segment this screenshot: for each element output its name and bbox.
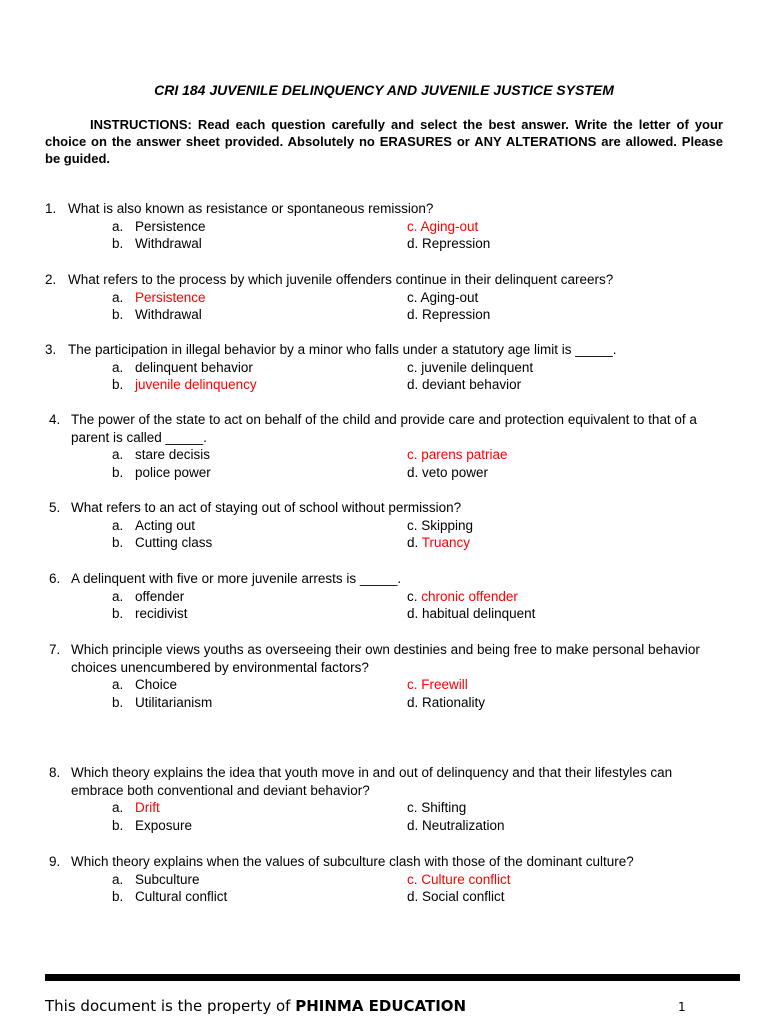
option-b [112, 464, 211, 482]
option-b [112, 817, 192, 835]
question-text: The power of the state to act on behalf of the child and provide care and protection equivalent to that of a parent is called _____. [71, 412, 697, 445]
option-text: d. Neutralization [407, 817, 505, 833]
question-stem [45, 341, 725, 359]
option-a [112, 289, 206, 307]
option-a [112, 218, 206, 236]
question-number: 8. [49, 765, 61, 780]
question-stem [45, 200, 725, 218]
option-letter: b. [112, 236, 124, 251]
option-text: d. deviant behavior [407, 377, 522, 392]
question-stem [45, 570, 725, 588]
answer-options [45, 517, 725, 552]
question-5 [45, 499, 725, 552]
question-3 [45, 341, 725, 394]
answer-options [45, 799, 725, 834]
question-text: The participation in illegal behavior by a minor who falls under a statutory age limit is _____. [68, 342, 617, 357]
option-a [112, 799, 160, 817]
option-c [407, 218, 478, 236]
option-text: Exposure [135, 817, 193, 833]
option-letter: b. [112, 606, 124, 621]
question-number: 4. [49, 412, 61, 427]
question-stem [45, 271, 725, 289]
option-c [407, 359, 533, 377]
option-letter: a. [112, 800, 124, 815]
option-text: d. veto power [407, 464, 489, 480]
option-letter: a. [112, 359, 124, 375]
option-letter: b. [112, 377, 124, 392]
option-letter: a. [112, 871, 124, 887]
question-4 [45, 411, 725, 481]
option-text: d. habitual delinquent [407, 606, 536, 621]
option-text: c. Skipping [407, 517, 474, 533]
option-text: Choice [135, 677, 178, 692]
answer-options [45, 289, 725, 324]
option-d [407, 817, 505, 835]
question-number: 2. [45, 272, 57, 287]
option-d [407, 464, 488, 482]
option-d [407, 888, 505, 906]
option-letter: b. [112, 817, 124, 833]
answer-options [45, 446, 725, 481]
option-text: police power [135, 464, 211, 480]
option-text: Acting out [135, 517, 196, 533]
option-a [112, 446, 210, 464]
option-d [407, 534, 470, 552]
question-7 [45, 641, 725, 711]
option-text: recidivist [135, 606, 188, 621]
answer-options [45, 588, 725, 623]
option-b [112, 376, 257, 394]
option-d [407, 235, 490, 253]
option-c [407, 799, 466, 817]
question-text: What refers to the process by which juvenile offenders continue in their delinquent careers? [68, 272, 614, 287]
option-text: stare decisis [135, 447, 211, 462]
option-d [407, 306, 490, 324]
option-letter: c. [407, 588, 418, 604]
option-text: Cultural conflict [135, 889, 228, 904]
option-text: c. parens patriae [407, 447, 508, 462]
answer-options [45, 871, 725, 906]
option-a [112, 359, 253, 377]
question-text: What refers to an act of staying out of school without permission? [71, 500, 462, 515]
option-text: d. Repression [407, 307, 491, 322]
option-b [112, 694, 212, 712]
question-number: 5. [49, 500, 61, 515]
option-letter: b. [112, 889, 124, 904]
question-text: A delinquent with five or more juvenile arrests is _____. [71, 571, 402, 586]
answer-options [45, 676, 725, 711]
question-number: 9. [49, 854, 61, 869]
option-b [112, 235, 202, 253]
option-text: Truancy [421, 535, 471, 550]
question-1 [45, 200, 725, 253]
option-text: c. Aging-out [407, 289, 479, 305]
question-number: 3. [45, 342, 57, 357]
option-letter: b. [112, 694, 124, 710]
option-text: Withdrawal [135, 236, 202, 251]
option-letter: a. [112, 289, 124, 305]
instructions: INSTRUCTIONS: Read each question carefully and select the best answer. Write the letter of your choice on the answer sheet provided. Absolutely no ERASURES or ANY ALTERATIONS are allowed. Please be guided. [45, 117, 723, 166]
footer-prefix: This document is the property of [45, 997, 296, 1015]
option-text: Persistence [135, 218, 206, 234]
question-2 [45, 271, 725, 324]
question-number: 6. [49, 571, 61, 586]
option-letter: a. [112, 677, 124, 692]
option-a [112, 517, 195, 535]
option-text: c. Freewill [407, 677, 468, 692]
option-text: Drift [135, 800, 160, 815]
option-text: juvenile delinquency [135, 377, 257, 392]
question-number: 1. [45, 201, 57, 216]
document-title: CRI 184 JUVENILE DELINQUENCY AND JUVENILE JUSTICE SYSTEM [154, 82, 614, 98]
option-text: Withdrawal [135, 307, 202, 322]
option-text: chronic offender [421, 588, 518, 604]
answer-options [45, 218, 725, 253]
question-9 [45, 853, 725, 906]
option-a [112, 588, 184, 606]
option-text: c. Shifting [407, 800, 467, 815]
option-text: c. Culture conflict [407, 871, 511, 887]
question-6 [45, 570, 725, 623]
question-stem [45, 411, 725, 446]
option-text: d. Social conflict [407, 889, 505, 904]
option-d [407, 376, 521, 394]
option-letter: d. [407, 535, 419, 550]
option-text: d. Rationality [407, 694, 486, 710]
option-d [407, 605, 535, 623]
question-stem [45, 853, 725, 871]
option-a [112, 871, 200, 889]
question-text: What is also known as resistance or spontaneous remission? [68, 201, 434, 216]
answer-options [45, 359, 725, 394]
question-8 [45, 764, 725, 834]
question-stem [45, 641, 725, 676]
option-text: offender [135, 588, 185, 604]
option-letter: b. [112, 464, 124, 480]
option-letter: b. [112, 307, 124, 322]
footer-rule [45, 974, 740, 981]
option-c [407, 517, 473, 535]
option-b [112, 605, 188, 623]
option-c [407, 676, 468, 694]
option-letter: a. [112, 447, 124, 462]
option-text: c. juvenile delinquent [407, 359, 534, 375]
question-stem [45, 764, 725, 799]
option-text: Utilitarianism [135, 694, 213, 710]
footer-text [45, 997, 466, 1015]
option-text: delinquent behavior [135, 359, 253, 375]
option-b [112, 888, 227, 906]
question-text: Which theory explains when the values of subculture clash with those of the dominant culture? [71, 854, 634, 869]
question-text: Which theory explains the idea that youth move in and out of delinquency and that their lifestyles can embrace both conventional and deviant behavior? [71, 765, 673, 798]
option-text: c. Aging-out [407, 218, 479, 234]
option-text: d. Repression [407, 236, 491, 251]
option-d [407, 694, 485, 712]
footer-owner: PHINMA EDUCATION [295, 997, 467, 1015]
option-c [407, 289, 478, 307]
option-letter: a. [112, 588, 124, 604]
option-text: Subculture [135, 871, 200, 887]
question-text: Which principle views youths as overseeing their own destinies and being free to make personal behavior choices unencumbered by environmental factors? [71, 642, 700, 675]
option-c [407, 446, 508, 464]
option-b [112, 534, 212, 552]
option-letter: b. [112, 535, 124, 550]
question-number: 7. [49, 642, 61, 657]
page-number: 1 [678, 1000, 686, 1014]
question-stem [45, 499, 725, 517]
option-text: Cutting class [135, 535, 213, 550]
option-a [112, 676, 177, 694]
option-letter: a. [112, 218, 124, 234]
option-text: Persistence [135, 289, 206, 305]
option-b [112, 306, 202, 324]
option-letter: a. [112, 517, 124, 533]
option-c [407, 871, 511, 889]
option-c [407, 588, 518, 606]
